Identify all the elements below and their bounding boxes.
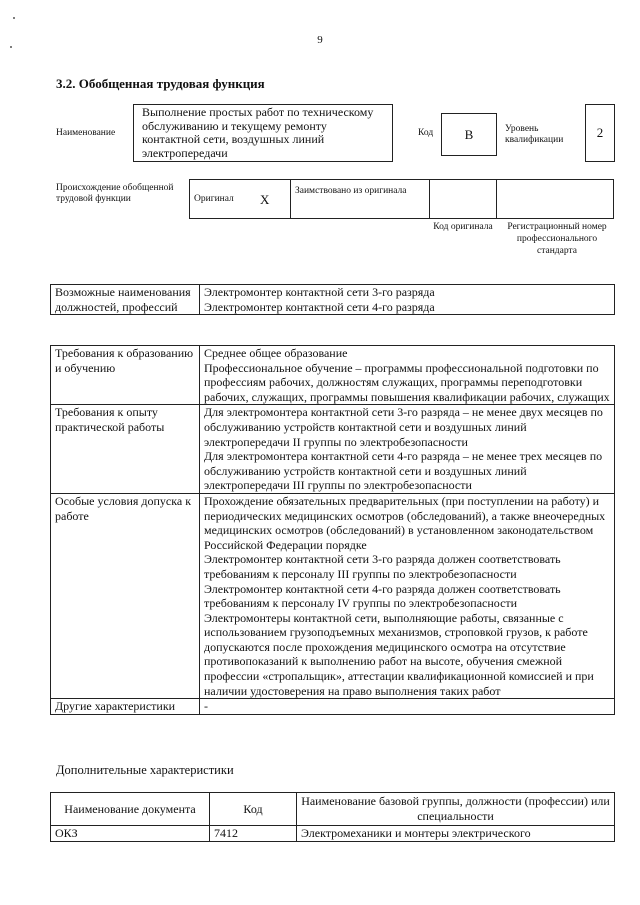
table-row: [51, 405, 615, 494]
table-row: [51, 346, 615, 405]
req-line: Для электромонтера контактной сети 4-го разряда – не менее трех месяцев по обслуживанию устройств контактной сети и воздушных линий электропередачи III группы по электробезопасности: [204, 449, 603, 493]
registration-number-cell: [497, 180, 614, 219]
scan-speck: [10, 46, 12, 48]
req-line: Электромонтер контактной сети 4-го разряда должен соответствовать требованиям к персоналу IV группы по электробезопасности: [204, 581, 561, 611]
position-item: Электромонтер контактной сети 3-го разряда: [204, 285, 435, 299]
origin-label: Происхождение обобщенной трудовой функции: [56, 183, 174, 204]
requirements-table: [50, 345, 615, 715]
positions-table: [50, 284, 615, 315]
req-value-other: -: [200, 699, 615, 715]
req-label-experience: Требования к опыту практической работы: [51, 405, 200, 494]
req-line: Электромонтеры контактной сети, выполняющие работы, связанные с использованием грузоподъемных механизмов, строповкой грузов, к работе допускаются после прохождения медицинского осмотра на отсутствие противопоказаний к выполнению работ на высоте, обучения смежной профессии «стропальщик», аттестации квалификационной комиссией и при наличии удостоверения на право выполнения таких работ: [204, 610, 594, 698]
col-header-code: Код: [210, 793, 297, 826]
position-item: Электромонтер контактной сети 4-го разряда: [204, 299, 435, 314]
req-value-education: [200, 346, 615, 405]
table-row: [51, 493, 615, 698]
name-value: Выполнение простых работ по техническому обслуживанию и текущему ремонту контактной сети, воздушных линий электропередачи: [133, 104, 393, 162]
req-line: Среднее общее образование: [204, 346, 348, 360]
level-value: 2: [585, 104, 615, 162]
cell-group: Электромеханики и монтеры электрического: [297, 826, 615, 842]
name-label: Наименование: [56, 128, 116, 138]
req-value-special-conditions: [200, 493, 615, 698]
reg-caption: Регистрационный номер профессионального стандарта: [507, 222, 607, 256]
level-label: Уровень квалификации: [505, 124, 564, 145]
table-row: [51, 699, 615, 715]
req-line: Для электромонтера контактной сети 3-го разряда – не менее двух месяцев по обслуживанию устройств контактной сети и воздушных линий электропередачи II группы по электробезопасности: [204, 405, 603, 449]
req-value-experience: [200, 405, 615, 494]
positions-label: Возможные наименования должностей, профессий: [51, 285, 200, 315]
code-value: В: [441, 113, 497, 156]
original-label: Оригинал: [190, 180, 257, 219]
req-label-other: Другие характеристики: [51, 699, 200, 715]
req-label-special-conditions: Особые условия допуска к работе: [51, 493, 200, 698]
additional-table: [50, 792, 615, 842]
origin-table: [189, 179, 614, 219]
table-header-row: [51, 793, 615, 826]
page-number: 9: [317, 34, 323, 46]
table-row: [51, 826, 615, 842]
col-header-group: Наименование базовой группы, должности (профессии) или специальности: [297, 793, 615, 826]
req-line: Прохождение обязательных предварительных (при поступлении на работу) и периодических медицинских осмотров (обследований), а также внеочередных медицинских осмотров (обследований) в установленном законодательством Российской Федерации порядке: [204, 493, 606, 552]
cell-code: 7412: [210, 826, 297, 842]
req-line: Профессиональное обучение – программы профессиональной подготовки по профессиям рабочих, должностям служащих, программы переподготовки рабочих, служащих, программы повышения квалификации рабочих, служащих: [204, 360, 610, 404]
req-line: Электромонтер контактной сети 3-го разряда должен соответствовать требованиям к персоналу III группы по электробезопасности: [204, 552, 561, 581]
original-code-cell: [430, 180, 497, 219]
additional-title: Дополнительные характеристики: [56, 763, 234, 777]
req-label-education: Требования к образованию и обучению: [51, 346, 200, 405]
positions-values: [200, 285, 615, 315]
original-mark: X: [256, 180, 291, 219]
borrowed-label: Заимствовано из оригинала: [291, 180, 430, 219]
cell-document: ОКЗ: [51, 826, 210, 842]
code-label: Код: [418, 128, 434, 138]
col-header-document: Наименование документа: [51, 793, 210, 826]
scan-speck: [13, 17, 15, 19]
section-title: 3.2. Обобщенная трудовая функция: [56, 76, 265, 91]
code-caption: Код оригинала: [433, 222, 493, 232]
